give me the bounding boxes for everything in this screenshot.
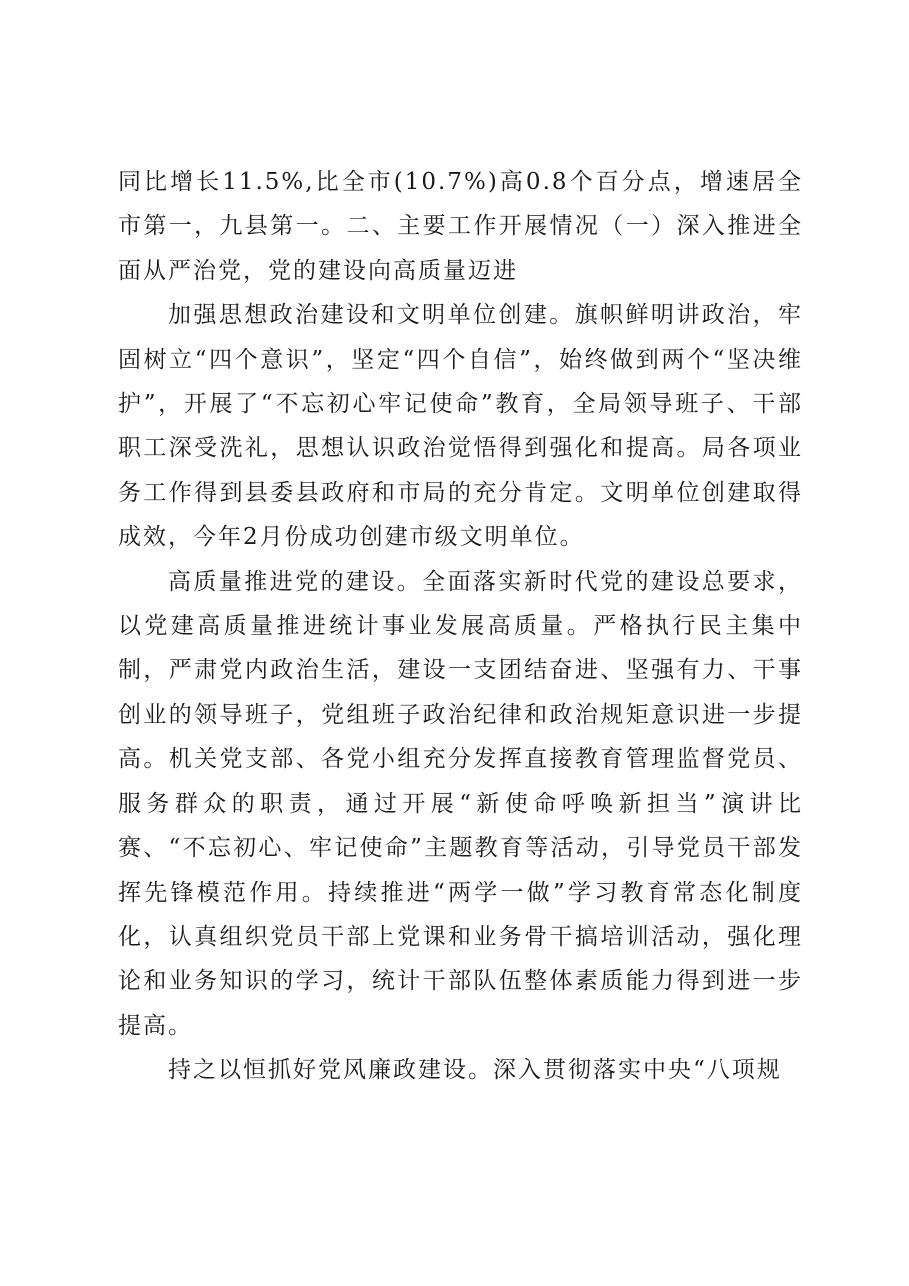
paragraph-clean-governance: 持之以恒抓好党风廉政建设。深入贯彻落实中央“八项规 — [168, 1057, 782, 1084]
document-body — [118, 160, 803, 1093]
paragraph-ideological-building: 加强思想政治建设和文明单位创建。旗帜鲜明讲政治，牢固树立“四个意识”，坚定“四个自信”，始终做到两个“坚决维护”，开展了“不忘初心牢记使命”教育，全局领导班子、干部职工深受洗礼，思想认识政治觉悟得到强化和提高。局各项业务工作得到县委县政府和市局的充分肯定。文明单位创建取得成效，今年2月份成功创建市级文明单位。 — [118, 302, 803, 551]
paragraph-party-building: 高质量推进党的建设。全面落实新时代党的建设总要求，以党建高质量推进统计事业发展高质量。严格执行民主集中制，严肃党内政治生活，建设一支团结奋进、坚强有力、干事创业的领导班子，党组班子政治纪律和政治规矩意识进一步提高。机关党支部、各党小组充分发挥直接教育管理监督党员、服务群众的职责，通过开展“新使命呼唤新担当”演讲比赛、“不忘初心、牢记使命”主题教育等活动，引导党员干部发挥先锋模范作用。持续推进“两学一做”学习教育常态化制度化，认真组织党员干部上党课和业务骨干搞培训活动，强化理论和业务知识的学习，统计干部队伍整体素质能力得到进一步提高。 — [118, 568, 803, 1039]
paragraph-continuation: 同比增长11.5%,比全市(10.7%)高0.8个百分点，增速居全市第一，九县第一。二、主要工作开展情况（一）深入推进全面从严治党，党的建设向高质量迈进 — [118, 169, 803, 284]
